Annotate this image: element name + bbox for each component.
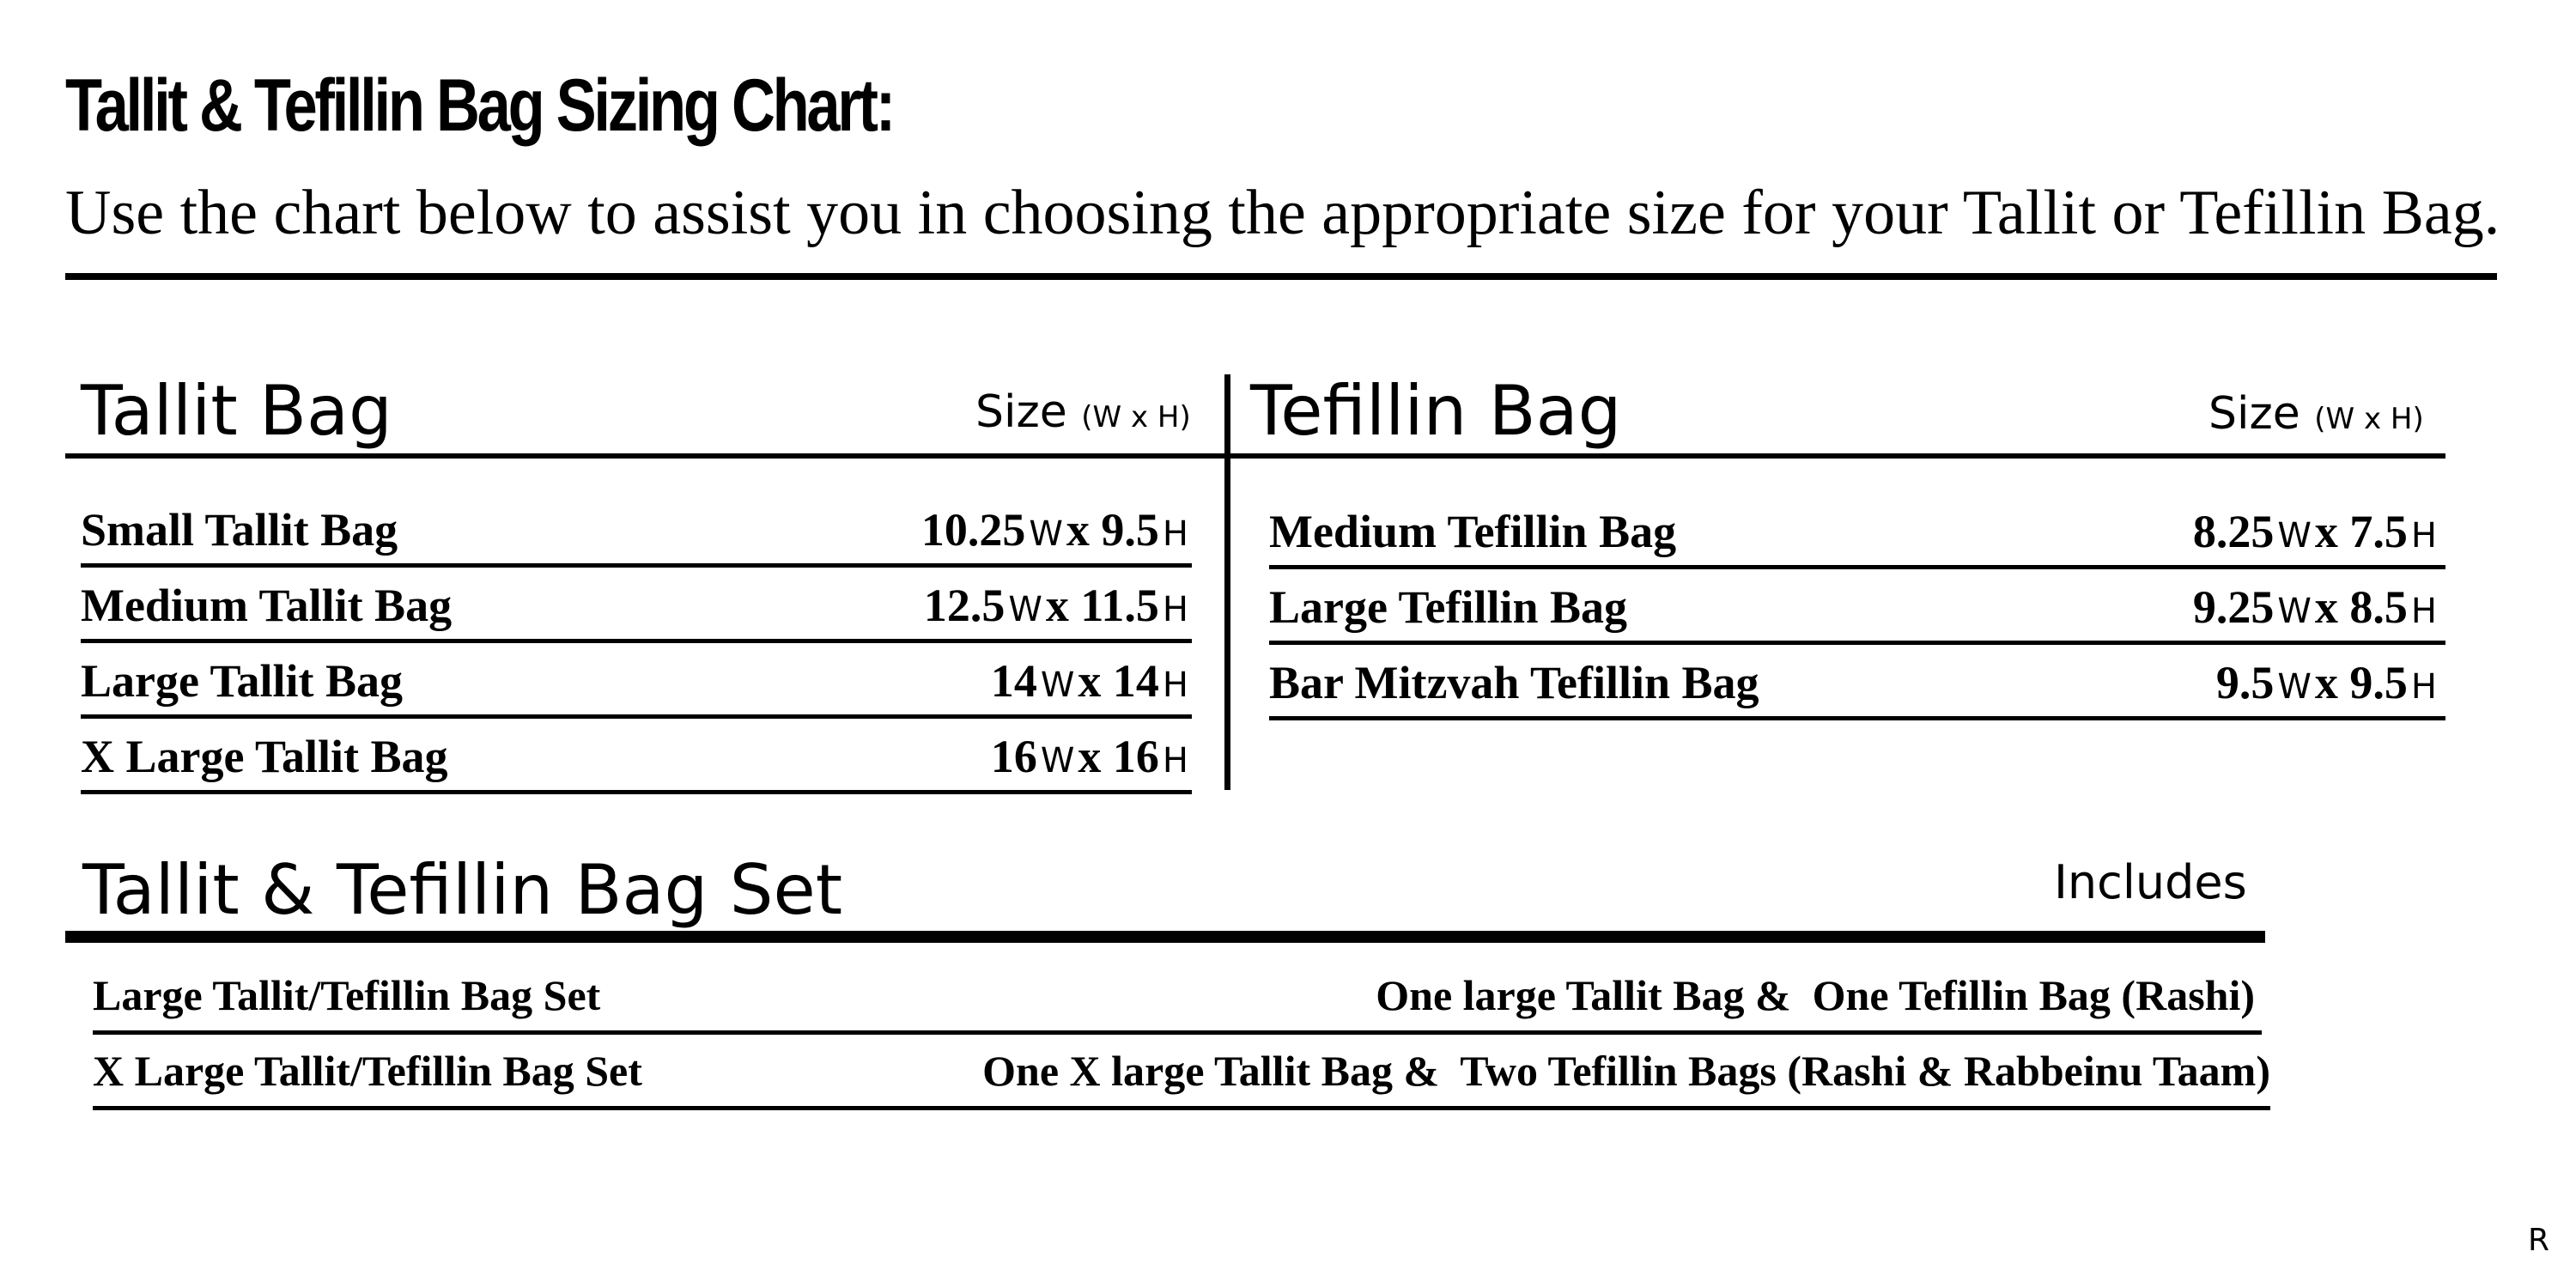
header-divider <box>65 273 2497 280</box>
tefillin-size-unit-note: (W x H) <box>2314 402 2424 436</box>
row-underline <box>1269 565 2445 569</box>
tefillin-size-heading <box>2208 388 2424 440</box>
row-size: 14 Wx 14 H <box>990 655 1188 707</box>
tallit-bag-heading: Tallit Bag <box>81 371 392 451</box>
row-size: 12.5 Wx 11.5 H <box>923 580 1188 631</box>
tefillin-table-rows <box>1269 500 2445 726</box>
table-row <box>1269 575 2445 651</box>
row-underline <box>1269 641 2445 645</box>
row-underline <box>81 790 1192 794</box>
table-row <box>81 498 1192 574</box>
row-name: Medium Tefillin Bag <box>1269 506 1677 557</box>
row-size: 10.25 Wx 9.5 H <box>920 504 1188 556</box>
tallit-table-rows <box>81 498 1192 800</box>
tallit-size-unit-note: (W x H) <box>1081 400 1191 434</box>
row-underline <box>93 1106 2270 1110</box>
table-vertical-divider <box>1224 374 1230 790</box>
bag-set-heading: Tallit & Tefillin Bag Set <box>82 850 843 930</box>
row-name: X Large Tallit Bag <box>81 731 448 782</box>
row-includes: One X large Tallit Bag & Two Tefillin Bags (Rashi & Rabbeinu Taam) <box>982 1047 2270 1095</box>
row-underline <box>81 714 1192 719</box>
page-subtitle: Use the chart below to assist you in choosing the appropriate size for your Tallit or Tefillin Bag. <box>65 178 2500 248</box>
tallit-heading-rule <box>65 453 1230 459</box>
row-underline <box>81 639 1192 643</box>
table-row <box>81 649 1192 725</box>
row-name: X Large Tallit/Tefillin Bag Set <box>93 1047 642 1095</box>
row-size: 9.25 Wx 8.5 H <box>2192 581 2437 633</box>
row-includes: One large Tallit Bag & One Tefillin Bag (Rashi) <box>1376 971 2255 1019</box>
row-underline <box>93 1030 2262 1035</box>
row-underline <box>1269 716 2445 720</box>
row-name: Small Tallit Bag <box>81 504 398 556</box>
corner-mark: R <box>2528 1223 2550 1258</box>
bag-set-heading-rule <box>65 931 2265 943</box>
table-row <box>81 725 1192 800</box>
row-size: 8.25 Wx 7.5 H <box>2192 506 2437 557</box>
includes-heading: Includes <box>2054 855 2247 909</box>
table-row <box>1269 651 2445 726</box>
table-row <box>1269 500 2445 575</box>
tefillin-heading-rule <box>1228 453 2445 459</box>
table-row <box>93 965 2270 1041</box>
row-name: Large Tallit/Tefillin Bag Set <box>93 971 601 1019</box>
table-row <box>93 1041 2270 1116</box>
row-name: Large Tallit Bag <box>81 655 404 707</box>
row-name: Bar Mitzvah Tefillin Bag <box>1269 657 1759 708</box>
row-size: 9.5 Wx 9.5 H <box>2215 657 2437 708</box>
tallit-size-label: Size <box>975 386 1067 438</box>
row-name: Large Tefillin Bag <box>1269 581 1628 633</box>
tefillin-size-label: Size <box>2208 388 2300 440</box>
table-row <box>81 574 1192 649</box>
tefillin-bag-heading: Tefillin Bag <box>1250 371 1622 451</box>
row-name: Medium Tallit Bag <box>81 580 453 631</box>
row-size: 16 Wx 16 H <box>990 731 1188 782</box>
tallit-size-heading <box>975 386 1191 438</box>
page-title: Tallit & Tefillin Bag Sizing Chart: <box>65 64 893 147</box>
row-underline <box>81 563 1192 568</box>
bag-set-rows <box>93 965 2270 1116</box>
